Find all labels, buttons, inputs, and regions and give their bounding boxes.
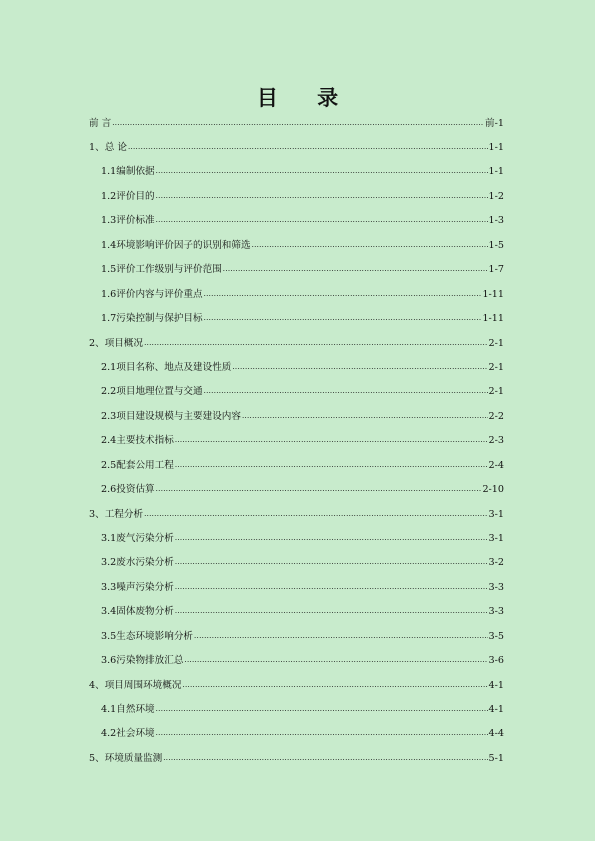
toc-page-number: 1-11 (482, 288, 504, 300)
toc-entry-number: 3.4 (101, 606, 117, 617)
toc-entry-label: 项目概况 (104, 337, 144, 349)
toc-page-number: 4-4 (488, 728, 504, 739)
toc-page-number: 1-1 (488, 166, 504, 177)
toc-entry-number: 4.1 (101, 703, 117, 715)
toc-entry-number: 2、 (89, 337, 105, 349)
toc-section-entry[interactable] (89, 283, 504, 308)
toc-section-entry[interactable] (89, 551, 504, 576)
toc-entry-label: 噪声污染分析 (116, 581, 174, 593)
toc-entry-label: 评价工作级别与评价范围 (116, 264, 222, 275)
toc-leader-dots (144, 331, 487, 355)
toc-section-entry[interactable] (89, 429, 504, 454)
toc-entry-number: 3.5 (101, 630, 117, 642)
toc-page-number: 1-11 (482, 313, 504, 324)
toc-page-number: 3-1 (488, 508, 504, 520)
toc-leader-dots (223, 257, 488, 282)
toc-leader-dots (175, 428, 488, 453)
toc-section-entry[interactable] (89, 380, 504, 405)
toc-entry-label: 项目建设规模与主要建设内容 (116, 410, 241, 422)
toc-leader-dots (204, 282, 482, 307)
toc-section-entry[interactable] (89, 454, 504, 479)
toc-page-number: 3-2 (488, 557, 504, 568)
toc-section-entry[interactable] (89, 600, 504, 625)
toc-entry-label: 前 言 (89, 118, 112, 129)
toc-entry-label: 评价目的 (116, 190, 155, 202)
toc-entry-label: 项目名称、地点及建设性质 (116, 361, 232, 373)
toc-leader-dots (204, 306, 482, 331)
toc-leader-dots (156, 697, 488, 722)
toc-entry-number: 2.2 (101, 386, 117, 397)
toc-entry-number: 3.2 (101, 557, 117, 568)
toc-leader-dots (156, 477, 482, 502)
toc-page-number: 2-1 (488, 337, 504, 349)
toc-entry-number: 1.3 (101, 215, 117, 226)
toc-section-entry[interactable] (89, 307, 504, 332)
toc-page-number: 3-1 (488, 532, 504, 544)
toc-page-number: 1-1 (488, 142, 504, 153)
toc-entry-number: 3.1 (101, 532, 117, 544)
toc-entry-number: 1.2 (101, 190, 117, 202)
toc-section-entry[interactable] (89, 576, 504, 601)
toc-leader-dots (232, 355, 487, 380)
toc-entry-label: 编制依据 (116, 166, 155, 177)
toc-chapter-entry[interactable] (89, 747, 504, 771)
toc-entry-label: 评价标准 (116, 215, 155, 226)
toc-page-number: 3-6 (488, 655, 504, 666)
toc-leader-dots (184, 648, 487, 673)
toc-page-number: 2-3 (488, 435, 504, 446)
toc-leader-dots (175, 453, 488, 478)
toc-section-entry[interactable] (89, 209, 504, 234)
toc-entry-label: 废水污染分析 (116, 557, 174, 568)
toc-section-entry[interactable] (89, 160, 504, 185)
toc-page-number: 2-4 (488, 459, 504, 471)
toc-leader-dots (175, 599, 488, 624)
toc-leader-dots (242, 404, 488, 429)
toc-section-entry[interactable] (89, 258, 504, 283)
toc-leader-dots (175, 575, 488, 600)
toc-entry-label: 评价内容与评价重点 (116, 288, 203, 300)
toc-entry-label: 环境质量监测 (104, 752, 163, 764)
toc-entry-number: 2.1 (101, 361, 117, 373)
toc-chapter-entry[interactable] (89, 503, 504, 527)
toc-section-entry[interactable] (89, 527, 504, 552)
toc-entry-label: 项目周围环境概况 (104, 679, 182, 691)
toc-entry-number: 3、 (89, 508, 105, 520)
toc-entry-label: 配套公用工程 (116, 459, 174, 471)
toc-leader-dots (156, 159, 488, 184)
toc-section-entry[interactable] (89, 478, 504, 503)
toc-entry-label: 主要技术指标 (116, 435, 174, 446)
toc-entry-number: 1.6 (101, 288, 117, 300)
toc-section-entry[interactable] (89, 185, 504, 210)
toc-entry-label: 固体废物分析 (116, 606, 174, 617)
toc-entry-number: 1.1 (101, 166, 117, 177)
toc-entry-label: 项目地理位置与交通 (116, 386, 203, 397)
toc-entry-label: 社会环境 (116, 728, 155, 739)
toc-entry-label: 投资估算 (116, 484, 155, 495)
toc-leader-dots (112, 111, 484, 135)
toc-entry-number: 2.3 (101, 410, 117, 422)
toc-page-number: 3-3 (488, 581, 504, 593)
toc-entry-number: 1.5 (101, 264, 117, 275)
toc-page-number: 1-7 (488, 264, 504, 275)
toc-chapter-entry[interactable] (89, 136, 504, 160)
toc-entry-label: 污染控制与保护目标 (116, 313, 203, 324)
toc-section-entry[interactable] (89, 625, 504, 650)
toc-entry-label: 工程分析 (104, 508, 144, 520)
toc-entry-label: 污染物排放汇总 (116, 655, 184, 666)
toc-entry-number: 1.4 (101, 239, 117, 251)
toc-page-number: 2-2 (488, 410, 504, 422)
toc-leader-dots (252, 233, 488, 258)
toc-leader-dots (156, 184, 488, 209)
toc-page-number: 1-5 (488, 239, 504, 251)
toc-page-number: 2-10 (482, 484, 504, 495)
toc-entry-label: 废气污染分析 (116, 532, 174, 544)
toc-leader-dots (144, 502, 487, 526)
toc-leader-dots (204, 379, 488, 404)
toc-entry-number: 5、 (89, 752, 105, 764)
toc-leader-dots (156, 721, 488, 746)
toc-entry-number: 4.2 (101, 728, 117, 739)
toc-section-entry[interactable] (89, 356, 504, 381)
toc-page-number: 2-1 (488, 361, 504, 373)
toc-entry-label: 自然环境 (116, 703, 155, 715)
toc-leader-dots (175, 526, 488, 551)
toc-entry-number: 1.7 (101, 313, 117, 324)
toc-chapter-entry[interactable] (89, 332, 504, 356)
toc-entry-label: 环境影响评价因子的识别和筛选 (116, 239, 251, 251)
toc-entry-number: 4、 (89, 679, 105, 691)
toc-section-entry[interactable] (89, 234, 504, 259)
toc-leader-dots (128, 135, 488, 159)
toc-leader-dots (175, 550, 488, 575)
toc-leader-dots (163, 746, 487, 770)
toc-page-number: 4-1 (488, 703, 504, 715)
toc-chapter-entry[interactable] (89, 674, 504, 698)
toc-page-number: 1-3 (488, 215, 504, 226)
toc-entry-number: 1、 (89, 142, 105, 153)
toc-page-number: 前-1 (485, 118, 504, 129)
toc-entry-label: 总 论 (104, 142, 127, 153)
toc-leader-dots (194, 624, 488, 649)
toc-page-number: 5-1 (488, 752, 504, 764)
toc-entry-number: 2.6 (101, 484, 117, 495)
toc-entry-number: 2.4 (101, 435, 117, 446)
toc-leader-dots (156, 208, 488, 233)
toc-section-entry[interactable] (89, 698, 504, 723)
toc-section-entry[interactable] (89, 405, 504, 430)
toc-page-number: 1-2 (488, 190, 504, 202)
toc-title: 目 录 (256, 85, 355, 110)
toc-entry-number: 3.3 (101, 581, 117, 593)
toc-page-number: 3-5 (488, 630, 504, 642)
toc-page-number: 2-1 (488, 386, 504, 397)
toc-section-entry[interactable] (89, 722, 504, 747)
toc-entry-label: 生态环境影响分析 (116, 630, 194, 642)
toc-page-number: 4-1 (488, 679, 504, 691)
toc-page-number: 3-3 (488, 606, 504, 617)
toc-leader-dots (182, 673, 487, 697)
toc-entry-number: 3.6 (101, 655, 117, 666)
table-of-contents (89, 112, 504, 771)
toc-chapter-entry[interactable] (89, 112, 504, 136)
toc-section-entry[interactable] (89, 649, 504, 674)
toc-entry-number: 2.5 (101, 459, 117, 471)
